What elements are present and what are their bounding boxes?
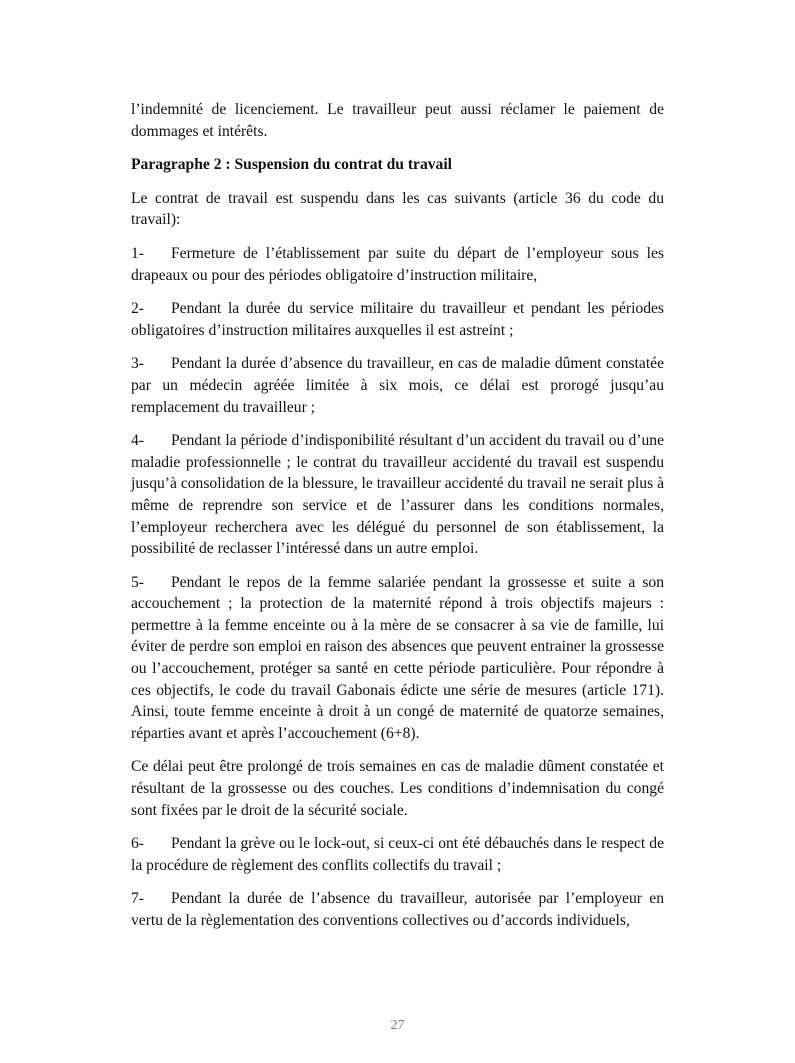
list-item-text: Pendant la grève ou le lock-out, si ceux-ci ont été débauchés dans le respect de la procédure de règlement des conflits collectifs du travail ; [131, 835, 664, 874]
list-item-number: 2- [131, 300, 144, 318]
intro-paragraph: l’indemnité de licenciement. Le travailleur peut aussi réclamer le paiement de dommages et intérêts. [131, 101, 664, 140]
lead-paragraph: Le contrat de travail est suspendu dans les cas suivants (article 36 du code du travail): [131, 189, 664, 229]
list-item-text: Pendant le repos de la femme salariée pendant la grossesse et suite a son accouchement ; la protection de la maternité répond à trois objectifs majeurs : permettre à la femme enceinte ou à la mère de se consacrer à sa vie de famille, lui éviter de perdre son emploi en raison des absences que peuvent entrainer la grossesse ou l’accouchement, protéger sa santé en cette période particulière. Pour répondre à ces objectifs, le code du travail Gabonais édicte une série de mesures (article 171). Ainsi, toute femme enceinte à droit à un congé de maternité de quatorze semaines, réparties avant et après l’accouchement (6+8). [131, 573, 664, 742]
list-item [131, 243, 664, 286]
list-item [131, 430, 664, 560]
continuation-paragraph: Ce délai peut être prolongé de trois semaines en cas de maladie dûment constatée et résultant de la grossesse ou des couches. Les conditions d’indemnisation du congé sont fixées par le droit de la sécurité sociale. [131, 758, 664, 819]
list-item-number: 5- [131, 573, 144, 591]
list-item [131, 353, 664, 418]
page-number: 27 [390, 1018, 405, 1033]
list-item [131, 888, 664, 931]
list-item-text: Pendant la durée de l’absence du travailleur, autorisée par l’employeur en vertu de la règlementation des conventions collectives ou d’accords individuels, [131, 890, 664, 929]
list-item-number: 4- [131, 432, 144, 450]
list-item-number: 7- [131, 890, 144, 908]
list-item [131, 298, 664, 341]
list-item-text: Pendant la durée d’absence du travailleur, en cas de maladie dûment constatée par un médecin agréée limitée à six mois, ce délai est prorogé jusqu’au remplacement du travailleur ; [131, 355, 664, 416]
section-heading: Paragraphe 2 : Suspension du contrat du travail [131, 156, 453, 174]
list-item-number: 1- [131, 244, 144, 262]
list-item-text: Pendant la durée du service militaire du travailleur et pendant les périodes obligatoires d’instruction militaires auxquelles il est astreint ; [131, 300, 664, 339]
document-page [131, 99, 664, 944]
list-item-number: 6- [131, 835, 144, 853]
list-item-text: Pendant la période d’indisponibilité résultant d’un accident du travail ou d’une maladie professionnelle ; le contrat du travailleur accidenté du travail est suspendu jusqu’à consolidation de la blessure, le travailleur accidenté du travail ne serait plus à même de reprendre son service et de l’assurer dans les conditions normales, l’employeur recherchera avec les délégué du personnel de son établissement, la possibilité de reclasser l’intéressé dans un autre emploi. [131, 432, 664, 558]
list-item-text: Fermeture de l’établissement par suite du départ de l’employeur sous les drapeaux ou pour des périodes obligatoire d’instruction militaire, [131, 244, 664, 284]
list-item-number: 3- [131, 355, 144, 373]
list-item [131, 572, 664, 745]
list-item [131, 833, 664, 876]
